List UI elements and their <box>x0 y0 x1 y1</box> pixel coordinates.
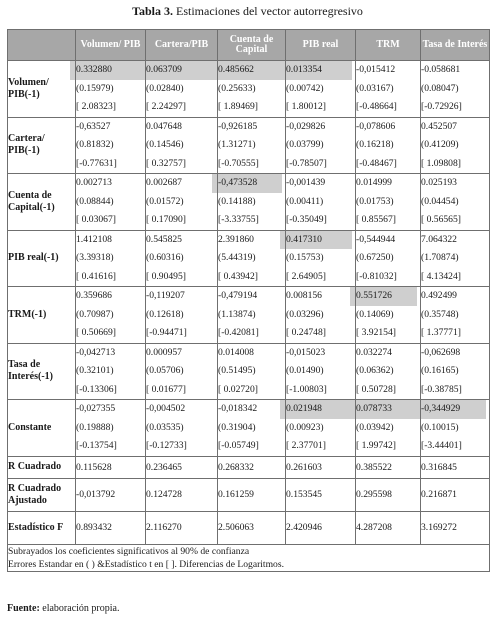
coefficient-value: 0.359686 <box>76 290 112 301</box>
stat-value: 0.295598 <box>356 478 421 511</box>
standard-error: (0.67250) <box>356 252 394 263</box>
stat-value: 0.236465 <box>146 456 218 478</box>
estimate-cell <box>146 287 218 344</box>
standard-error: (0.15753) <box>286 252 324 263</box>
standard-error: (0.31904) <box>218 421 256 433</box>
estimate-cell <box>218 61 286 118</box>
estimate-cell <box>356 287 421 344</box>
stat-label: Estadístico F <box>8 511 76 544</box>
table-title <box>0 4 495 19</box>
standard-error: (0.25633) <box>218 82 256 94</box>
coefficient-value: -0,015023 <box>286 346 326 358</box>
t-statistic: [-0.38785] <box>421 383 462 395</box>
t-statistic: [-0.48467] <box>356 157 397 169</box>
standard-error: (0.03296) <box>286 308 324 320</box>
estimate-cell <box>146 117 218 174</box>
estimate-cell <box>286 61 356 118</box>
t-statistic: [-0.81032] <box>356 270 397 282</box>
estimate-cell <box>356 117 421 174</box>
estimate-cell <box>76 343 146 400</box>
standard-error: (0.35748) <box>421 308 459 320</box>
source-text: elaboración propia. <box>42 603 120 614</box>
standard-error: (0.32101) <box>76 365 114 376</box>
standard-error: (0.03942) <box>356 421 394 433</box>
stat-label: R Cuadrado <box>8 456 76 478</box>
coefficient-value: -0,042713 <box>76 346 116 358</box>
standard-error: (0.01572) <box>146 195 184 207</box>
stat-value: 0.893432 <box>76 511 146 544</box>
stat-value: 0.216871 <box>421 478 490 511</box>
header-corner <box>8 30 76 61</box>
standard-error: (0.14546) <box>146 139 184 150</box>
standard-error: (0.70987) <box>76 308 114 320</box>
coefficient-value: 2.391860 <box>218 233 254 245</box>
coefficient-value: 0.002687 <box>146 177 182 188</box>
estimate-cell <box>286 343 356 400</box>
t-statistic: [-0.12733] <box>146 440 187 451</box>
estimate-cell <box>356 230 421 287</box>
estimate-cell <box>218 230 286 287</box>
coefficient-value: 0.417310 <box>280 231 352 250</box>
standard-error: (0.12618) <box>146 308 184 320</box>
coefficient-value: -0,63527 <box>76 120 111 132</box>
t-statistic: [-0.48664] <box>356 101 397 112</box>
col-header: Cuenta de Capital <box>218 30 286 61</box>
row-label: Volumen/ PIB(-1) <box>8 61 76 118</box>
estimate-cell <box>286 400 356 457</box>
estimate-cell <box>76 117 146 174</box>
coefficient-value: -0,479194 <box>218 290 258 301</box>
col-header: TRM <box>356 30 421 61</box>
stat-row <box>8 456 490 478</box>
standard-error: (0.00923) <box>286 421 324 433</box>
estimate-cell <box>218 343 286 400</box>
t-statistic: [ 2.08323] <box>76 101 116 112</box>
coefficient-value: 0.485662 <box>212 61 282 80</box>
coefficient-value: -0,544944 <box>356 233 396 245</box>
standard-error: (0.51495) <box>218 365 256 376</box>
col-header: Volumen/ PIB <box>76 30 146 61</box>
coefficient-value: 0.032274 <box>356 346 392 358</box>
standard-error: (0.01490) <box>286 365 324 376</box>
stat-value: 0.261603 <box>286 456 356 478</box>
estimate-cell <box>218 287 286 344</box>
standard-error: (1.13874) <box>218 308 256 320</box>
row-label: TRM(-1) <box>8 287 76 344</box>
standard-error: (0.03535) <box>146 421 184 433</box>
standard-error: (0.03799) <box>286 139 324 150</box>
stat-value: 2.116270 <box>146 511 218 544</box>
t-statistic: [-0.42081] <box>218 327 259 338</box>
estimate-cell <box>286 117 356 174</box>
table-row <box>8 174 490 231</box>
t-statistic: [ 1.37771] <box>421 327 461 338</box>
estimate-cell <box>146 400 218 457</box>
coefficient-value: -0,015412 <box>356 64 396 75</box>
t-statistic: [ 0.32757] <box>146 157 186 169</box>
standard-error: (0.15979) <box>76 82 114 94</box>
col-header: Tasa de Interés <box>421 30 490 61</box>
t-statistic: [ 0.50669] <box>76 327 116 338</box>
standard-error: (0.06362) <box>356 365 394 376</box>
source-label: Fuente: <box>7 603 40 614</box>
standard-error: (0.19888) <box>76 421 114 433</box>
t-statistic: [ 0.85567] <box>356 214 396 225</box>
t-statistic: [-0.72926] <box>421 101 462 112</box>
stat-value: 0.153545 <box>286 478 356 511</box>
note-line: Errores Estandar en ( ) &Estadístico t en [ ]. Diferencias de Logaritmos. <box>8 558 284 570</box>
table-caption: Estimaciones del vector autorregresivo <box>175 4 363 18</box>
note-line: Subrayados los coeficientes significativos al 90% de confianza <box>8 545 250 557</box>
coefficient-value: 0.008156 <box>286 290 322 301</box>
table-row <box>8 230 490 287</box>
estimate-cell <box>356 343 421 400</box>
stat-value: 0.316845 <box>421 456 490 478</box>
standard-error: (3.39318) <box>76 252 114 263</box>
t-statistic: [ 1.99742] <box>356 440 396 451</box>
coefficient-value: -0,001439 <box>286 177 326 188</box>
row-label: PIB real(-1) <box>8 230 76 287</box>
estimate-cell <box>76 400 146 457</box>
coefficient-value: 0.063709 <box>140 61 214 80</box>
table-notes <box>8 544 490 571</box>
stat-value: 0.161259 <box>218 478 286 511</box>
stat-row <box>8 478 490 511</box>
estimate-cell <box>218 400 286 457</box>
estimate-cell <box>286 174 356 231</box>
coefficient-value: 0.002713 <box>76 177 112 188</box>
stat-value: -0,013792 <box>76 478 146 511</box>
t-statistic: [ 2.37701] <box>286 440 326 451</box>
estimate-cell <box>146 343 218 400</box>
t-statistic: [-0.94471] <box>146 327 187 338</box>
coefficient-value: 7.064322 <box>421 233 457 245</box>
t-statistic: [ 0.56565] <box>421 214 461 225</box>
t-statistic: [-0.70555] <box>218 157 259 169</box>
coefficient-value: -0,078606 <box>356 120 396 132</box>
coefficient-value: -0,062698 <box>421 346 461 358</box>
standard-error: (0.16218) <box>356 139 394 150</box>
row-label: Cuenta de Capital(-1) <box>8 174 76 231</box>
standard-error: (0.08844) <box>76 195 114 207</box>
standard-error: (0.60316) <box>146 252 184 263</box>
coefficient-value: 0.013354 <box>280 61 352 80</box>
coefficient-value: 0.025193 <box>421 177 457 188</box>
coefficient-value: -0,344929 <box>415 400 486 419</box>
standard-error: (0.08047) <box>421 82 459 94</box>
t-statistic: [-3.33755] <box>218 214 259 225</box>
t-statistic: [ 0.50728] <box>356 383 396 395</box>
statistics-rows <box>8 456 490 544</box>
standard-error: (0.41209) <box>421 139 459 150</box>
standard-error: (5.44319) <box>218 252 256 263</box>
standard-error: (0.10015) <box>421 421 459 433</box>
estimate-cell <box>76 287 146 344</box>
standard-error: (0.00742) <box>286 82 324 94</box>
t-statistic: [ 1.89469] <box>218 101 258 112</box>
stat-value: 2.506063 <box>218 511 286 544</box>
coefficient-value: 0.545825 <box>146 233 182 245</box>
t-statistic: [ 1.09808] <box>421 157 461 169</box>
coefficient-value: 1.412108 <box>76 233 112 245</box>
coefficient-value: 0.021948 <box>280 400 352 419</box>
coefficient-value: 0.332880 <box>70 61 142 80</box>
standard-error: (0.14069) <box>356 308 394 320</box>
t-statistic: [-0.13754] <box>76 440 117 451</box>
t-statistic: [-0.13306] <box>76 383 117 395</box>
table-row <box>8 400 490 457</box>
standard-error: (0.02840) <box>146 82 184 94</box>
standard-error: (0.03167) <box>356 82 394 94</box>
t-statistic: [-0.78507] <box>286 157 327 169</box>
estimate-cell <box>356 174 421 231</box>
row-label: Tasa de Interés(-1) <box>8 343 76 400</box>
standard-error: (0.16165) <box>421 365 459 376</box>
t-statistic: [-1.00803] <box>286 383 327 395</box>
header-row <box>8 30 490 61</box>
t-statistic: [ 0.90495] <box>146 270 186 282</box>
standard-error: (0.04454) <box>421 195 459 207</box>
estimate-cell <box>421 287 490 344</box>
t-statistic: [ 0.01677] <box>146 383 186 395</box>
estimate-cell <box>421 230 490 287</box>
coefficient-value: -0,029826 <box>286 120 326 132</box>
stat-value: 0.268332 <box>218 456 286 478</box>
estimate-cell <box>76 174 146 231</box>
t-statistic: [ 0.17090] <box>146 214 186 225</box>
standard-error: (0.81832) <box>76 139 114 150</box>
t-statistic: [ 1.80012] <box>286 101 326 112</box>
t-statistic: [ 2.64905] <box>286 270 326 282</box>
t-statistic: [ 3.92154] <box>356 327 396 338</box>
coefficient-value: 0.000957 <box>146 346 182 358</box>
coefficient-value: -0,018342 <box>218 403 258 414</box>
coefficient-value: -0.058681 <box>421 64 461 75</box>
t-statistic: [ 0.41616] <box>76 270 116 282</box>
t-statistic: [ 2.24297] <box>146 101 186 112</box>
source-line <box>7 603 119 614</box>
coefficient-value: 0.492499 <box>421 290 457 301</box>
estimate-cell <box>146 61 218 118</box>
table-row <box>8 287 490 344</box>
t-statistic: [ 0.24748] <box>286 327 326 338</box>
coefficient-value: -0,004502 <box>146 403 186 414</box>
notes-row <box>8 544 490 571</box>
standard-error: (0.01753) <box>356 195 394 207</box>
stat-value: 0.124728 <box>146 478 218 511</box>
estimate-cell <box>76 230 146 287</box>
standard-error: (0.00411) <box>286 195 324 207</box>
row-label: Constante <box>8 400 76 457</box>
standard-error: (0.14188) <box>218 195 256 207</box>
estimate-cell <box>356 61 421 118</box>
stat-value: 4.287208 <box>356 511 421 544</box>
estimate-cell <box>421 343 490 400</box>
estimate-cell <box>356 400 421 457</box>
t-statistic: [ 0.43942] <box>218 270 258 282</box>
estimate-cell <box>218 117 286 174</box>
stat-value: 0.385522 <box>356 456 421 478</box>
coefficient-value: -0,119207 <box>146 290 185 301</box>
var-estimates-table <box>7 29 490 572</box>
stat-value: 0.115628 <box>76 456 146 478</box>
coefficient-rows <box>8 61 490 457</box>
t-statistic: [ 0.03067] <box>76 214 116 225</box>
estimate-cell <box>421 117 490 174</box>
estimate-cell <box>421 61 490 118</box>
coefficient-value: 0.014999 <box>356 177 392 188</box>
table-number: Tabla 3. <box>132 4 173 18</box>
estimate-cell <box>421 400 490 457</box>
estimate-cell <box>286 230 356 287</box>
t-statistic: [-0.77631] <box>76 157 117 169</box>
coefficient-value: 0.014008 <box>218 346 254 358</box>
estimate-cell <box>76 61 146 118</box>
table-row <box>8 117 490 174</box>
estimate-cell <box>218 174 286 231</box>
standard-error: (1.70874) <box>421 252 459 263</box>
stat-value: 2.420946 <box>286 511 356 544</box>
estimate-cell <box>146 174 218 231</box>
estimate-cell <box>146 230 218 287</box>
stat-row <box>8 511 490 544</box>
standard-error: (0.05706) <box>146 365 184 376</box>
t-statistic: [-0.35049] <box>286 214 327 225</box>
t-statistic: [ 0.02720] <box>218 383 258 395</box>
table-row <box>8 343 490 400</box>
col-header: Cartera/PIB <box>146 30 218 61</box>
coefficient-value: -0,027355 <box>76 403 116 414</box>
coefficient-value: 0.078733 <box>350 400 417 419</box>
coefficient-value: -0,926185 <box>218 120 258 132</box>
t-statistic: [-3.44401] <box>421 440 462 451</box>
t-statistic: [ 4.13424] <box>421 270 461 282</box>
stat-value: 3.169272 <box>421 511 490 544</box>
stat-label: R Cuadrado Ajustado <box>8 478 76 511</box>
col-header: PIB real <box>286 30 356 61</box>
coefficient-value: 0.551726 <box>350 287 417 306</box>
coefficient-value: -0,473528 <box>212 174 282 193</box>
standard-error: (1.31271) <box>218 139 256 150</box>
t-statistic: [-0.05749] <box>218 440 259 451</box>
table-row <box>8 61 490 118</box>
coefficient-value: 0.047648 <box>146 120 182 132</box>
estimate-cell <box>286 287 356 344</box>
coefficient-value: 0.452507 <box>421 120 457 132</box>
estimate-cell <box>421 174 490 231</box>
row-label: Cartera/ PIB(-1) <box>8 117 76 174</box>
